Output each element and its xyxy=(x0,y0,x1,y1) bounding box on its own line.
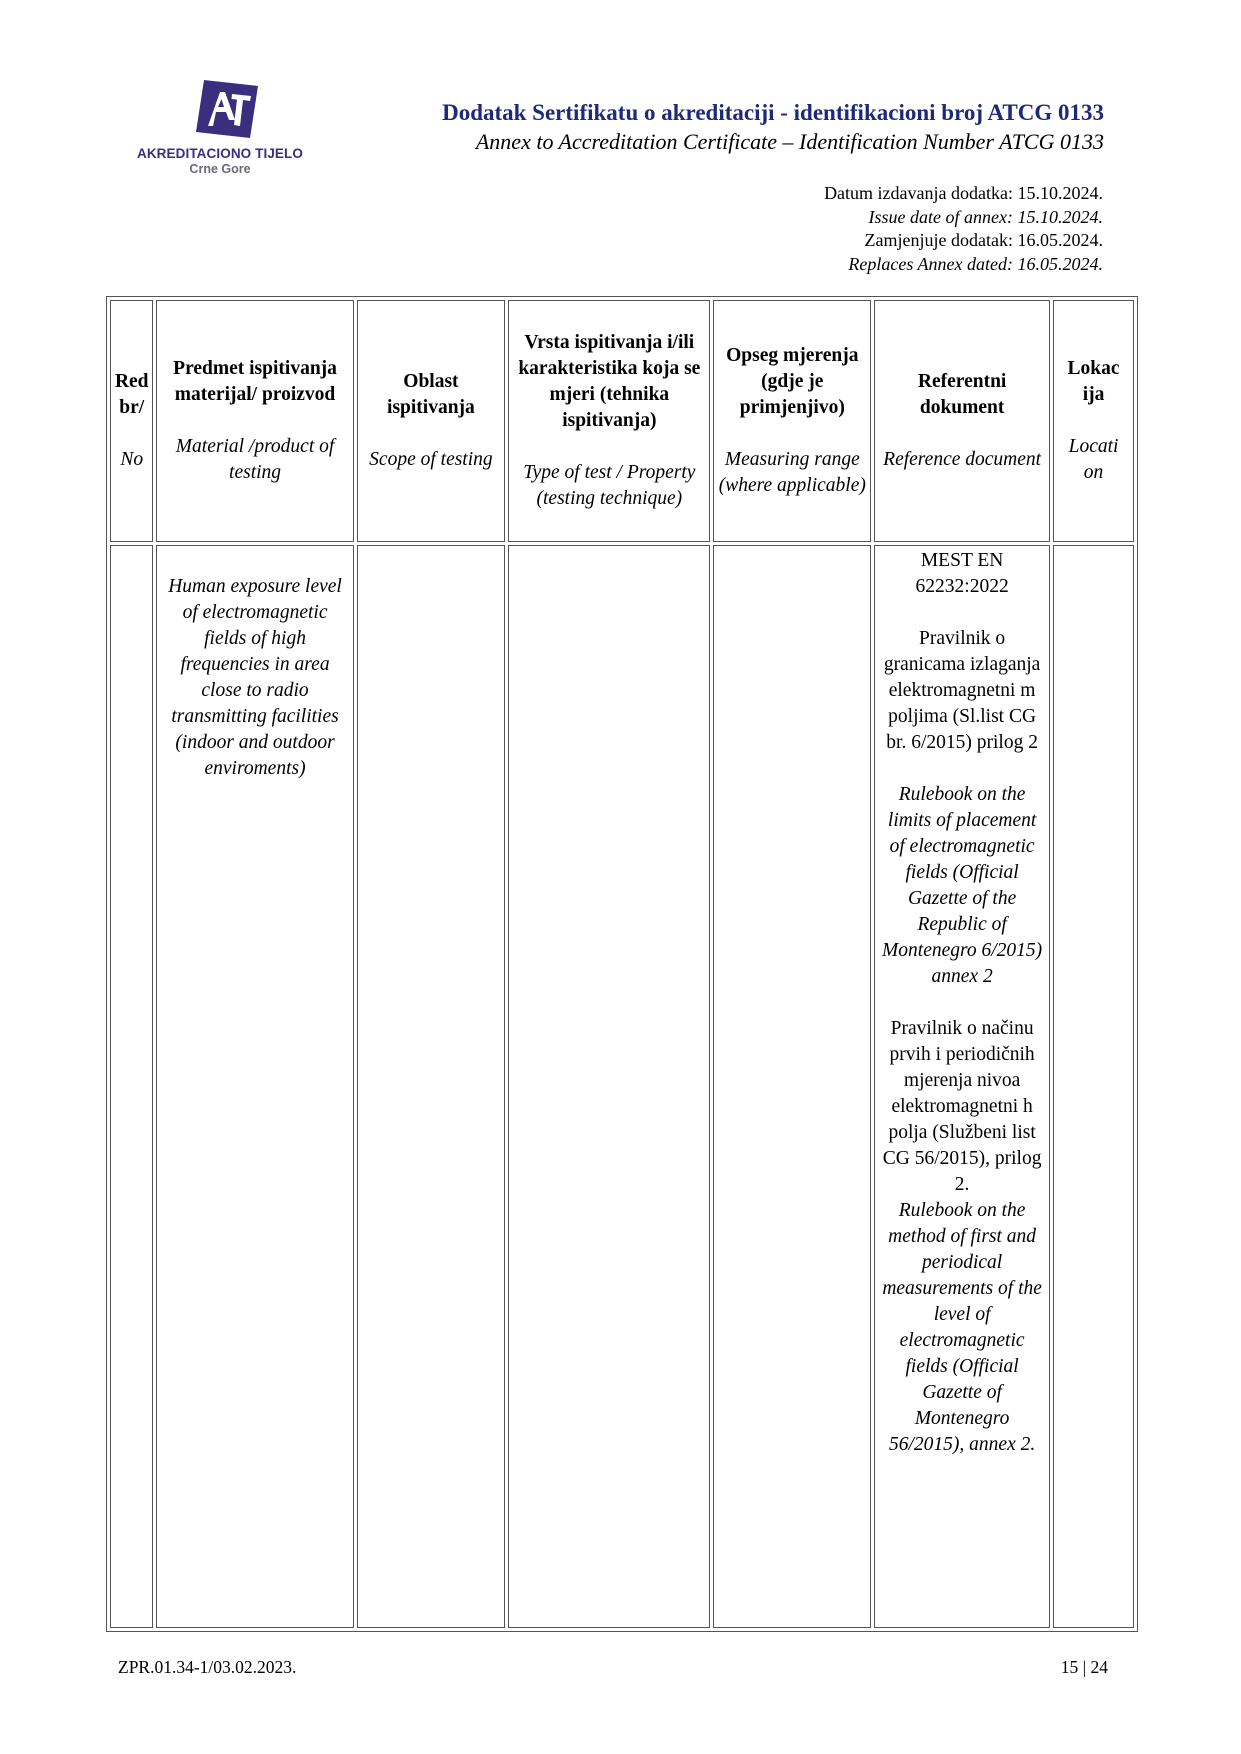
reference-rulebook-1-local: Pravilnik o granicama izlaganja elektromagnetni m poljima (Sl.list CG br. 6/2015) prilog 2 xyxy=(883,628,1041,753)
header-cell-no xyxy=(110,300,153,542)
replaces-date-en: Replaces Annex dated: 16.05.2024. xyxy=(848,253,1103,274)
cell-location xyxy=(1053,545,1134,1628)
header-cell-scope xyxy=(357,300,506,542)
header-range-local: Opseg mjerenja (gdje je primjenjivo) xyxy=(726,345,859,418)
annex-subtitle: Annex to Accreditation Certificate – Identification Number ATCG 0133 xyxy=(475,129,1104,154)
reference-rulebook-2-local: Pravilnik o načinu prvih i periodičnih mjerenja nivoa elektromagnetni h polja (Službeni list CG 56/2015), prilog 2. xyxy=(882,1018,1042,1195)
header-no-en: No xyxy=(120,449,144,470)
issue-date-en: Issue date of annex: 15.10.2024. xyxy=(868,206,1103,227)
annex-dates xyxy=(824,182,1103,276)
header-location-en: Locati on xyxy=(1068,436,1119,483)
header-test-type-en: Type of test / Property (testing technique) xyxy=(523,462,696,509)
header-scope-local: Oblast ispitivanja xyxy=(387,371,475,418)
cell-scope xyxy=(357,545,506,1628)
accreditation-scope-table xyxy=(106,296,1138,1632)
issue-date-local: Datum izdavanja dodatka: 15.10.2024. xyxy=(824,183,1103,203)
header-cell-material xyxy=(156,300,353,542)
logo-subname: Crne Gore xyxy=(189,162,251,176)
table-header-row xyxy=(110,300,1134,542)
cell-material xyxy=(156,545,353,1628)
header-cell-location xyxy=(1053,300,1134,542)
cell-range xyxy=(713,545,871,1628)
logo xyxy=(120,78,320,178)
document-code: ZPR.01.34-1/03.02.2023. xyxy=(118,1657,297,1677)
header-cell-reference xyxy=(874,300,1050,542)
logo-name: AKREDITACIONO TIJELO xyxy=(136,146,303,161)
header-material-local: Predmet ispitivanja materijal/ proizvod xyxy=(173,358,337,405)
material-text: Human exposure level of electromagnetic fields of high frequencies in area close to radio transmitting facilities (indoor and outdoor enviroments) xyxy=(168,576,342,779)
header-no-local: Red br/ xyxy=(114,371,149,418)
header-reference-en: Reference document xyxy=(883,449,1042,470)
accreditation-logo-icon xyxy=(196,80,258,138)
reference-rulebook-2-en: Rulebook on the method of first and periodical measurements of the level of electromagnetic fields (Official Gazette of Montenegro 56/2015), annex 2. xyxy=(882,1200,1042,1455)
header-reference-local: Referentni dokument xyxy=(917,371,1007,418)
cell-test-type xyxy=(508,545,710,1628)
header-material-en: Material /product of testing xyxy=(175,436,335,483)
cell-no xyxy=(110,545,153,1628)
page-number: 15 | 24 xyxy=(1060,1657,1108,1677)
reference-rulebook-1-en: Rulebook on the limits of placement of electromagnetic fields (Official Gazette of the Republic of Montenegro 6/2015) annex 2 xyxy=(882,784,1043,987)
header-scope-en: Scope of testing xyxy=(369,449,493,470)
replaces-date-local: Zamjenjuje dodatak: 16.05.2024. xyxy=(864,230,1103,250)
header-test-type-local: Vrsta ispitivanja i/ili karakteristika koja se mjeri (tehnika ispitivanja) xyxy=(518,332,701,431)
cell-reference xyxy=(874,545,1050,1628)
reference-standard: MEST EN 62232:2022 xyxy=(915,550,1009,597)
header-range-en: Measuring range (where applicable) xyxy=(718,449,866,496)
header-cell-range xyxy=(713,300,871,542)
annex-title: Dodatak Sertifikatu o akreditaciji - identifikacioni broj ATCG 0133 xyxy=(442,100,1104,125)
header-cell-test-type xyxy=(508,300,710,542)
header-location-local: Lokac ija xyxy=(1067,358,1120,405)
table-row xyxy=(110,545,1134,1628)
